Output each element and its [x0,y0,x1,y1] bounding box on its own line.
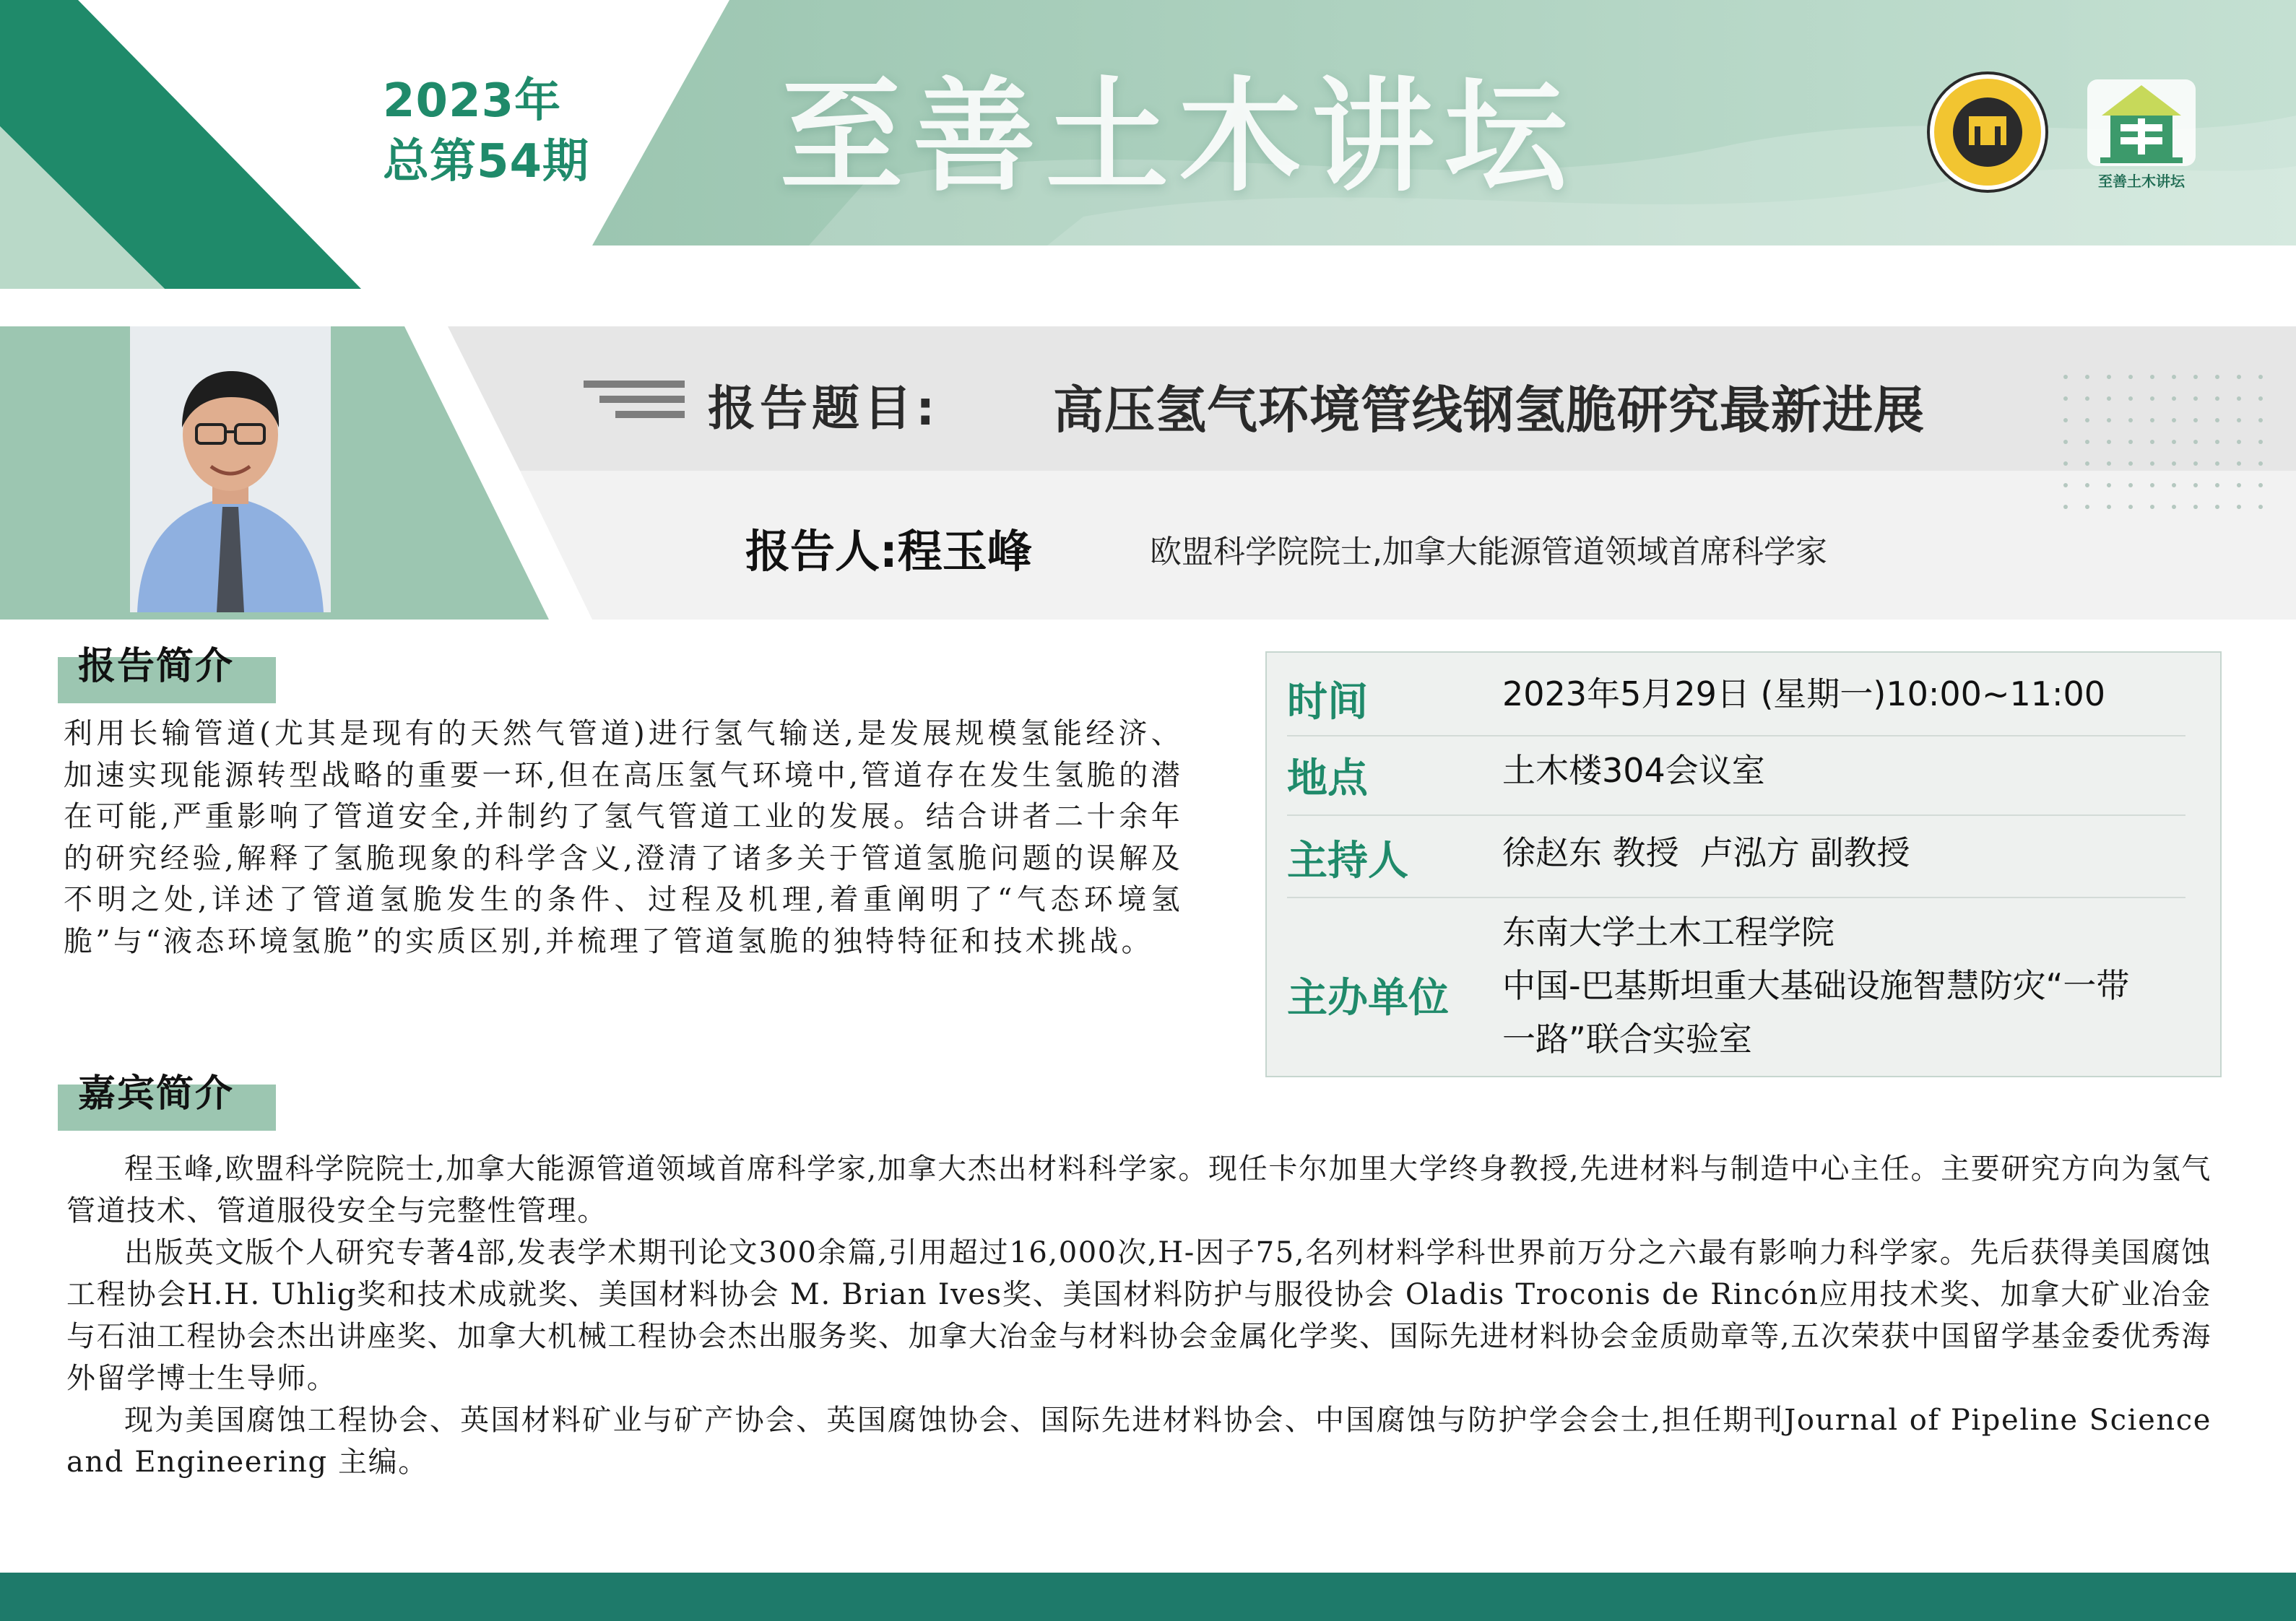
edition-year: 2023年 [383,74,562,128]
organizer-line-1: 东南大学土木工程学院 [1502,913,1834,952]
organizer-label: 主办单位 [1287,975,1449,1022]
edition-issue: 总第54期 [383,135,590,188]
speaker-photo [130,326,331,612]
abstract-text: 利用长输管道(尤其是现有的天然气管道)进行氢气输送,是发展规模氢能经济、加速实现能源转型战略的重要一环,但在高压氢气环境中,管道存在发生氢脆的潜在可能,严重影响了管道安全,并制约了氢气管道工业的发展。结合讲者二十余年的研究经验,解释了氢脆现象的科学含义,澄清了诸多关于管道氢脆问题的误解及不明之处,详述了管道氢脆发生的条件、过程及机理,着重阐明了“气态环境氢脆”与“液态环境氢脆”的实质区别,并梳理了管道氢脆的独特特征和技术挑战。 [64,717,1183,958]
talk-topic: 高压氢气环境管线钢氢脆研究最新进展 [1053,381,1925,440]
abstract-heading [58,628,276,703]
info-divider [1287,897,2185,898]
footer-bar [0,1573,2296,1621]
place-value: 土木楼304会议室 [1502,751,1765,790]
topic-label: 报告题目: [708,381,940,436]
host-value: 徐赵东 教授 卢泓方 副教授 [1502,833,1910,872]
forum-title: 至善土木讲坛 [780,66,1578,209]
bio-paragraph: 现为美国腐蚀工程协会、英国材料矿业与矿产协会、英国腐蚀协会、国际先进材料协会、中国腐蚀与防护学会会士,担任期刊Journal of Pipeline Science and Engineering 主编。 [66,1404,2211,1479]
organizer-line-2: 中国-巴基斯坦重大基础设施智慧防灾“一带 [1502,966,2130,1005]
info-divider [1287,735,2185,736]
info-divider [1287,814,2185,816]
time-label: 时间 [1287,679,1368,726]
organizer-line-3: 一路”联合实验室 [1502,1020,1752,1059]
speaker-title: 欧盟科学院院士,加拿大能源管道领域首席科学家 [1150,534,1827,570]
speaker-band-background [0,0,2296,635]
speaker-name: 报告人:程玉峰 [745,525,1032,578]
bio-paragraph: 程玉峰,欧盟科学院院士,加拿大能源管道领域首席科学家,加拿大杰出材料科学家。现任卡尔加里大学终身教授,先进材料与制造中心主任。主要研究方向为氢气管道技术、管道服役安全与完整性管理。 [66,1152,2211,1227]
forum-logo-text: 至善土木讲坛 [2098,173,2185,190]
place-label: 地点 [1287,755,1368,802]
time-value: 2023年5月29日 (星期一)10:00~11:00 [1502,674,2106,713]
bio-text [66,1148,2211,1483]
bio-heading-text: 嘉宾简介 [78,1072,235,1116]
host-label: 主持人 [1287,838,1408,885]
bio-paragraph: 出版英文版个人研究专著4部,发表学术期刊论文300余篇,引用超过16,000次,H-因子75,名列材料学科世界前万分之六最有影响力科学家。先后获得美国腐蚀工程协会H.H. Uhlig奖和技术成就奖、美国材料协会 M. Brian Ives奖、美国材料防护与服役协会 Oladis Troconis de Rincón应用技术奖、加拿大矿业冶金与石油工程协会杰出讲座奖、加拿大机械工程协会杰出服务奖、加拿大冶金与材料协会金属化学奖、国际先进材料协会金质勋章等,五次荣获中国留学基金委优秀海外留学博士生导师。 [66,1236,2211,1395]
event-info-box [1265,651,2222,1077]
abstract-heading-text: 报告简介 [78,645,235,688]
bio-heading [58,1056,276,1131]
